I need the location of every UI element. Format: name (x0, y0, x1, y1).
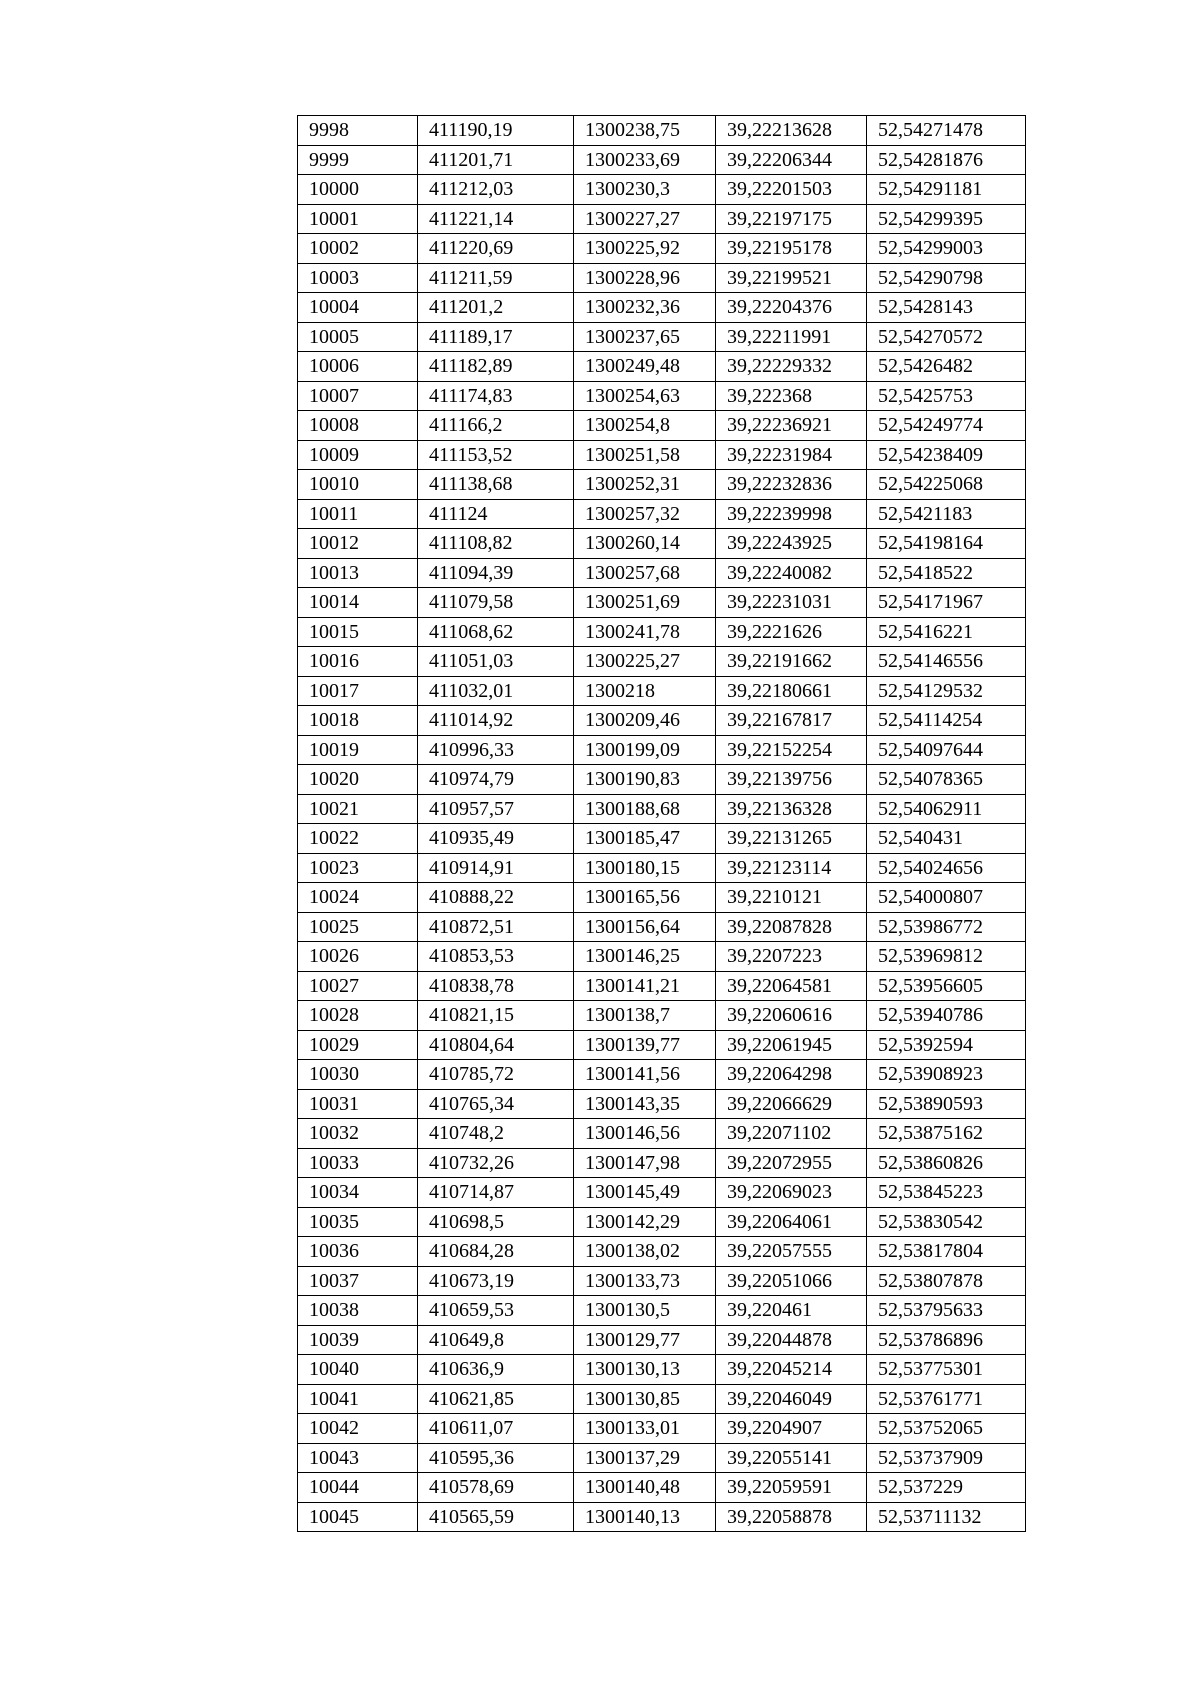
latitude-cell: 39,22191662 (716, 647, 867, 677)
y-coordinate-cell: 1300129,77 (574, 1325, 716, 1355)
latitude-cell: 39,22123114 (716, 853, 867, 883)
table-row (298, 588, 1026, 618)
y-coordinate-cell: 1300251,69 (574, 588, 716, 618)
x-coordinate-cell: 411221,14 (418, 204, 574, 234)
y-coordinate-cell: 1300238,75 (574, 116, 716, 146)
x-coordinate-cell: 411201,2 (418, 293, 574, 323)
x-coordinate-cell: 411166,2 (418, 411, 574, 441)
table-row (298, 971, 1026, 1001)
latitude-cell: 39,22180661 (716, 676, 867, 706)
x-coordinate-cell: 411051,03 (418, 647, 574, 677)
point-number-cell: 10045 (298, 1502, 418, 1532)
y-coordinate-cell: 1300232,36 (574, 293, 716, 323)
y-coordinate-cell: 1300138,7 (574, 1001, 716, 1031)
point-number-cell: 10026 (298, 942, 418, 972)
latitude-cell: 39,22064298 (716, 1060, 867, 1090)
longitude-cell: 52,54299395 (867, 204, 1026, 234)
longitude-cell: 52,5416221 (867, 617, 1026, 647)
longitude-cell: 52,5418522 (867, 558, 1026, 588)
latitude-cell: 39,22229332 (716, 352, 867, 382)
y-coordinate-cell: 1300218 (574, 676, 716, 706)
x-coordinate-cell: 410872,51 (418, 912, 574, 942)
y-coordinate-cell: 1300147,98 (574, 1148, 716, 1178)
longitude-cell: 52,54291181 (867, 175, 1026, 205)
y-coordinate-cell: 1300249,48 (574, 352, 716, 382)
x-coordinate-cell: 411014,92 (418, 706, 574, 736)
latitude-cell: 39,22240082 (716, 558, 867, 588)
point-number-cell: 10038 (298, 1296, 418, 1326)
y-coordinate-cell: 1300137,29 (574, 1443, 716, 1473)
y-coordinate-cell: 1300142,29 (574, 1207, 716, 1237)
table-row (298, 293, 1026, 323)
y-coordinate-cell: 1300199,09 (574, 735, 716, 765)
x-coordinate-cell: 411032,01 (418, 676, 574, 706)
y-coordinate-cell: 1300227,27 (574, 204, 716, 234)
table-row (298, 676, 1026, 706)
x-coordinate-cell: 411212,03 (418, 175, 574, 205)
table-row (298, 322, 1026, 352)
point-number-cell: 10031 (298, 1089, 418, 1119)
longitude-cell: 52,53940786 (867, 1001, 1026, 1031)
longitude-cell: 52,5392594 (867, 1030, 1026, 1060)
x-coordinate-cell: 410765,34 (418, 1089, 574, 1119)
table-row (298, 381, 1026, 411)
x-coordinate-cell: 411124 (418, 499, 574, 529)
table-row (298, 1414, 1026, 1444)
x-coordinate-cell: 410611,07 (418, 1414, 574, 1444)
table-row (298, 440, 1026, 470)
coordinates-table-body (298, 116, 1026, 1532)
table-row (298, 499, 1026, 529)
coordinates-table (297, 115, 1026, 1532)
table-row (298, 352, 1026, 382)
longitude-cell: 52,53890593 (867, 1089, 1026, 1119)
latitude-cell: 39,22061945 (716, 1030, 867, 1060)
longitude-cell: 52,54249774 (867, 411, 1026, 441)
latitude-cell: 39,22152254 (716, 735, 867, 765)
latitude-cell: 39,22232836 (716, 470, 867, 500)
latitude-cell: 39,2210121 (716, 883, 867, 913)
table-row (298, 175, 1026, 205)
longitude-cell: 52,54290798 (867, 263, 1026, 293)
y-coordinate-cell: 1300141,21 (574, 971, 716, 1001)
y-coordinate-cell: 1300140,48 (574, 1473, 716, 1503)
table-row (298, 145, 1026, 175)
y-coordinate-cell: 1300156,64 (574, 912, 716, 942)
point-number-cell: 10034 (298, 1178, 418, 1208)
table-row (298, 470, 1026, 500)
longitude-cell: 52,54281876 (867, 145, 1026, 175)
latitude-cell: 39,22059591 (716, 1473, 867, 1503)
y-coordinate-cell: 1300251,58 (574, 440, 716, 470)
longitude-cell: 52,53860826 (867, 1148, 1026, 1178)
y-coordinate-cell: 1300146,56 (574, 1119, 716, 1149)
longitude-cell: 52,5426482 (867, 352, 1026, 382)
latitude-cell: 39,22060616 (716, 1001, 867, 1031)
y-coordinate-cell: 1300228,96 (574, 263, 716, 293)
latitude-cell: 39,22055141 (716, 1443, 867, 1473)
y-coordinate-cell: 1300209,46 (574, 706, 716, 736)
table-row (298, 735, 1026, 765)
point-number-cell: 10041 (298, 1384, 418, 1414)
point-number-cell: 10032 (298, 1119, 418, 1149)
y-coordinate-cell: 1300130,13 (574, 1355, 716, 1385)
x-coordinate-cell: 411190,19 (418, 116, 574, 146)
table-row (298, 1148, 1026, 1178)
table-row (298, 1030, 1026, 1060)
longitude-cell: 52,54097644 (867, 735, 1026, 765)
latitude-cell: 39,22071102 (716, 1119, 867, 1149)
point-number-cell: 10027 (298, 971, 418, 1001)
point-number-cell: 10008 (298, 411, 418, 441)
latitude-cell: 39,22167817 (716, 706, 867, 736)
latitude-cell: 39,22211991 (716, 322, 867, 352)
table-row (298, 824, 1026, 854)
point-number-cell: 10017 (298, 676, 418, 706)
x-coordinate-cell: 410659,53 (418, 1296, 574, 1326)
table-row (298, 617, 1026, 647)
table-row (298, 1296, 1026, 1326)
y-coordinate-cell: 1300145,49 (574, 1178, 716, 1208)
longitude-cell: 52,53986772 (867, 912, 1026, 942)
x-coordinate-cell: 410888,22 (418, 883, 574, 913)
x-coordinate-cell: 410565,59 (418, 1502, 574, 1532)
point-number-cell: 10014 (298, 588, 418, 618)
table-row (298, 411, 1026, 441)
y-coordinate-cell: 1300130,5 (574, 1296, 716, 1326)
latitude-cell: 39,22066629 (716, 1089, 867, 1119)
x-coordinate-cell: 410957,57 (418, 794, 574, 824)
point-number-cell: 10011 (298, 499, 418, 529)
latitude-cell: 39,22231984 (716, 440, 867, 470)
point-number-cell: 10042 (298, 1414, 418, 1444)
x-coordinate-cell: 410578,69 (418, 1473, 574, 1503)
point-number-cell: 10010 (298, 470, 418, 500)
table-row (298, 942, 1026, 972)
point-number-cell: 10039 (298, 1325, 418, 1355)
longitude-cell: 52,53817804 (867, 1237, 1026, 1267)
latitude-cell: 39,22072955 (716, 1148, 867, 1178)
latitude-cell: 39,22064581 (716, 971, 867, 1001)
table-row (298, 853, 1026, 883)
y-coordinate-cell: 1300190,83 (574, 765, 716, 795)
table-row (298, 1237, 1026, 1267)
y-coordinate-cell: 1300233,69 (574, 145, 716, 175)
y-coordinate-cell: 1300225,92 (574, 234, 716, 264)
point-number-cell: 10023 (298, 853, 418, 883)
point-number-cell: 10012 (298, 529, 418, 559)
point-number-cell: 10020 (298, 765, 418, 795)
table-row (298, 234, 1026, 264)
y-coordinate-cell: 1300133,01 (574, 1414, 716, 1444)
longitude-cell: 52,53761771 (867, 1384, 1026, 1414)
x-coordinate-cell: 410974,79 (418, 765, 574, 795)
longitude-cell: 52,5428143 (867, 293, 1026, 323)
latitude-cell: 39,22069023 (716, 1178, 867, 1208)
y-coordinate-cell: 1300185,47 (574, 824, 716, 854)
x-coordinate-cell: 410748,2 (418, 1119, 574, 1149)
y-coordinate-cell: 1300143,35 (574, 1089, 716, 1119)
longitude-cell: 52,54114254 (867, 706, 1026, 736)
latitude-cell: 39,22136328 (716, 794, 867, 824)
y-coordinate-cell: 1300141,56 (574, 1060, 716, 1090)
y-coordinate-cell: 1300257,68 (574, 558, 716, 588)
x-coordinate-cell: 410804,64 (418, 1030, 574, 1060)
point-number-cell: 10002 (298, 234, 418, 264)
longitude-cell: 52,54146556 (867, 647, 1026, 677)
table-row (298, 1178, 1026, 1208)
table-row (298, 1325, 1026, 1355)
table-row (298, 1473, 1026, 1503)
x-coordinate-cell: 411211,59 (418, 263, 574, 293)
longitude-cell: 52,54238409 (867, 440, 1026, 470)
longitude-cell: 52,5425753 (867, 381, 1026, 411)
y-coordinate-cell: 1300260,14 (574, 529, 716, 559)
latitude-cell: 39,22064061 (716, 1207, 867, 1237)
longitude-cell: 52,53830542 (867, 1207, 1026, 1237)
x-coordinate-cell: 411138,68 (418, 470, 574, 500)
longitude-cell: 52,53752065 (867, 1414, 1026, 1444)
table-row (298, 765, 1026, 795)
latitude-cell: 39,22236921 (716, 411, 867, 441)
latitude-cell: 39,22044878 (716, 1325, 867, 1355)
point-number-cell: 10004 (298, 293, 418, 323)
point-number-cell: 10005 (298, 322, 418, 352)
longitude-cell: 52,53737909 (867, 1443, 1026, 1473)
point-number-cell: 10030 (298, 1060, 418, 1090)
longitude-cell: 52,54270572 (867, 322, 1026, 352)
x-coordinate-cell: 411182,89 (418, 352, 574, 382)
latitude-cell: 39,22058878 (716, 1502, 867, 1532)
y-coordinate-cell: 1300138,02 (574, 1237, 716, 1267)
longitude-cell: 52,54299003 (867, 234, 1026, 264)
point-number-cell: 10043 (298, 1443, 418, 1473)
latitude-cell: 39,22206344 (716, 145, 867, 175)
y-coordinate-cell: 1300130,85 (574, 1384, 716, 1414)
longitude-cell: 52,54271478 (867, 116, 1026, 146)
table-row (298, 116, 1026, 146)
y-coordinate-cell: 1300146,25 (574, 942, 716, 972)
x-coordinate-cell: 410838,78 (418, 971, 574, 1001)
longitude-cell: 52,54225068 (867, 470, 1026, 500)
longitude-cell: 52,53845223 (867, 1178, 1026, 1208)
table-row (298, 912, 1026, 942)
latitude-cell: 39,22139756 (716, 765, 867, 795)
point-number-cell: 10016 (298, 647, 418, 677)
point-number-cell: 10025 (298, 912, 418, 942)
longitude-cell: 52,53786896 (867, 1325, 1026, 1355)
x-coordinate-cell: 410649,8 (418, 1325, 574, 1355)
latitude-cell: 39,22231031 (716, 588, 867, 618)
longitude-cell: 52,53775301 (867, 1355, 1026, 1385)
x-coordinate-cell: 410698,5 (418, 1207, 574, 1237)
y-coordinate-cell: 1300139,77 (574, 1030, 716, 1060)
table-row (298, 706, 1026, 736)
y-coordinate-cell: 1300252,31 (574, 470, 716, 500)
longitude-cell: 52,537229 (867, 1473, 1026, 1503)
latitude-cell: 39,22213628 (716, 116, 867, 146)
table-row (298, 794, 1026, 824)
longitude-cell: 52,54024656 (867, 853, 1026, 883)
point-number-cell: 10018 (298, 706, 418, 736)
longitude-cell: 52,54198164 (867, 529, 1026, 559)
table-row (298, 1207, 1026, 1237)
table-row (298, 1060, 1026, 1090)
latitude-cell: 39,22204376 (716, 293, 867, 323)
point-number-cell: 10044 (298, 1473, 418, 1503)
point-number-cell: 10007 (298, 381, 418, 411)
latitude-cell: 39,22046049 (716, 1384, 867, 1414)
point-number-cell: 10013 (298, 558, 418, 588)
x-coordinate-cell: 410595,36 (418, 1443, 574, 1473)
table-row (298, 1443, 1026, 1473)
point-number-cell: 10015 (298, 617, 418, 647)
latitude-cell: 39,222368 (716, 381, 867, 411)
table-row (298, 1001, 1026, 1031)
latitude-cell: 39,22057555 (716, 1237, 867, 1267)
point-number-cell: 9999 (298, 145, 418, 175)
table-row (298, 647, 1026, 677)
longitude-cell: 52,53875162 (867, 1119, 1026, 1149)
point-number-cell: 10028 (298, 1001, 418, 1031)
point-number-cell: 10000 (298, 175, 418, 205)
point-number-cell: 10019 (298, 735, 418, 765)
x-coordinate-cell: 411201,71 (418, 145, 574, 175)
table-row (298, 1502, 1026, 1532)
latitude-cell: 39,2207223 (716, 942, 867, 972)
latitude-cell: 39,2204907 (716, 1414, 867, 1444)
y-coordinate-cell: 1300165,56 (574, 883, 716, 913)
x-coordinate-cell: 410636,9 (418, 1355, 574, 1385)
table-row (298, 529, 1026, 559)
latitude-cell: 39,22199521 (716, 263, 867, 293)
table-row (298, 263, 1026, 293)
table-row (298, 1266, 1026, 1296)
point-number-cell: 10001 (298, 204, 418, 234)
table-row (298, 1119, 1026, 1149)
x-coordinate-cell: 410914,91 (418, 853, 574, 883)
point-number-cell: 10003 (298, 263, 418, 293)
x-coordinate-cell: 410673,19 (418, 1266, 574, 1296)
latitude-cell: 39,22131265 (716, 824, 867, 854)
table-row (298, 883, 1026, 913)
y-coordinate-cell: 1300188,68 (574, 794, 716, 824)
x-coordinate-cell: 411153,52 (418, 440, 574, 470)
longitude-cell: 52,53969812 (867, 942, 1026, 972)
point-number-cell: 10033 (298, 1148, 418, 1178)
y-coordinate-cell: 1300225,27 (574, 647, 716, 677)
x-coordinate-cell: 410785,72 (418, 1060, 574, 1090)
x-coordinate-cell: 410935,49 (418, 824, 574, 854)
point-number-cell: 10024 (298, 883, 418, 913)
x-coordinate-cell: 410732,26 (418, 1148, 574, 1178)
point-number-cell: 10022 (298, 824, 418, 854)
longitude-cell: 52,53956605 (867, 971, 1026, 1001)
longitude-cell: 52,54000807 (867, 883, 1026, 913)
point-number-cell: 10009 (298, 440, 418, 470)
longitude-cell: 52,5421183 (867, 499, 1026, 529)
x-coordinate-cell: 411189,17 (418, 322, 574, 352)
table-row (298, 558, 1026, 588)
point-number-cell: 10036 (298, 1237, 418, 1267)
latitude-cell: 39,2221626 (716, 617, 867, 647)
table-row (298, 1355, 1026, 1385)
x-coordinate-cell: 411079,58 (418, 588, 574, 618)
y-coordinate-cell: 1300257,32 (574, 499, 716, 529)
x-coordinate-cell: 410996,33 (418, 735, 574, 765)
y-coordinate-cell: 1300180,15 (574, 853, 716, 883)
latitude-cell: 39,22201503 (716, 175, 867, 205)
latitude-cell: 39,22051066 (716, 1266, 867, 1296)
latitude-cell: 39,22197175 (716, 204, 867, 234)
x-coordinate-cell: 411174,83 (418, 381, 574, 411)
x-coordinate-cell: 410684,28 (418, 1237, 574, 1267)
point-number-cell: 10021 (298, 794, 418, 824)
x-coordinate-cell: 410714,87 (418, 1178, 574, 1208)
longitude-cell: 52,54129532 (867, 676, 1026, 706)
point-number-cell: 10035 (298, 1207, 418, 1237)
longitude-cell: 52,54062911 (867, 794, 1026, 824)
point-number-cell: 9998 (298, 116, 418, 146)
y-coordinate-cell: 1300237,65 (574, 322, 716, 352)
longitude-cell: 52,53711132 (867, 1502, 1026, 1532)
y-coordinate-cell: 1300133,73 (574, 1266, 716, 1296)
latitude-cell: 39,22087828 (716, 912, 867, 942)
latitude-cell: 39,220461 (716, 1296, 867, 1326)
point-number-cell: 10037 (298, 1266, 418, 1296)
latitude-cell: 39,22239998 (716, 499, 867, 529)
table-row (298, 1089, 1026, 1119)
x-coordinate-cell: 411094,39 (418, 558, 574, 588)
point-number-cell: 10029 (298, 1030, 418, 1060)
x-coordinate-cell: 410853,53 (418, 942, 574, 972)
table-row (298, 1384, 1026, 1414)
y-coordinate-cell: 1300230,3 (574, 175, 716, 205)
y-coordinate-cell: 1300254,8 (574, 411, 716, 441)
x-coordinate-cell: 411220,69 (418, 234, 574, 264)
x-coordinate-cell: 410621,85 (418, 1384, 574, 1414)
point-number-cell: 10040 (298, 1355, 418, 1385)
y-coordinate-cell: 1300241,78 (574, 617, 716, 647)
longitude-cell: 52,54171967 (867, 588, 1026, 618)
x-coordinate-cell: 411068,62 (418, 617, 574, 647)
latitude-cell: 39,22243925 (716, 529, 867, 559)
longitude-cell: 52,540431 (867, 824, 1026, 854)
longitude-cell: 52,54078365 (867, 765, 1026, 795)
latitude-cell: 39,22045214 (716, 1355, 867, 1385)
y-coordinate-cell: 1300140,13 (574, 1502, 716, 1532)
latitude-cell: 39,22195178 (716, 234, 867, 264)
point-number-cell: 10006 (298, 352, 418, 382)
x-coordinate-cell: 411108,82 (418, 529, 574, 559)
y-coordinate-cell: 1300254,63 (574, 381, 716, 411)
longitude-cell: 52,53908923 (867, 1060, 1026, 1090)
x-coordinate-cell: 410821,15 (418, 1001, 574, 1031)
table-row (298, 204, 1026, 234)
longitude-cell: 52,53795633 (867, 1296, 1026, 1326)
longitude-cell: 52,53807878 (867, 1266, 1026, 1296)
